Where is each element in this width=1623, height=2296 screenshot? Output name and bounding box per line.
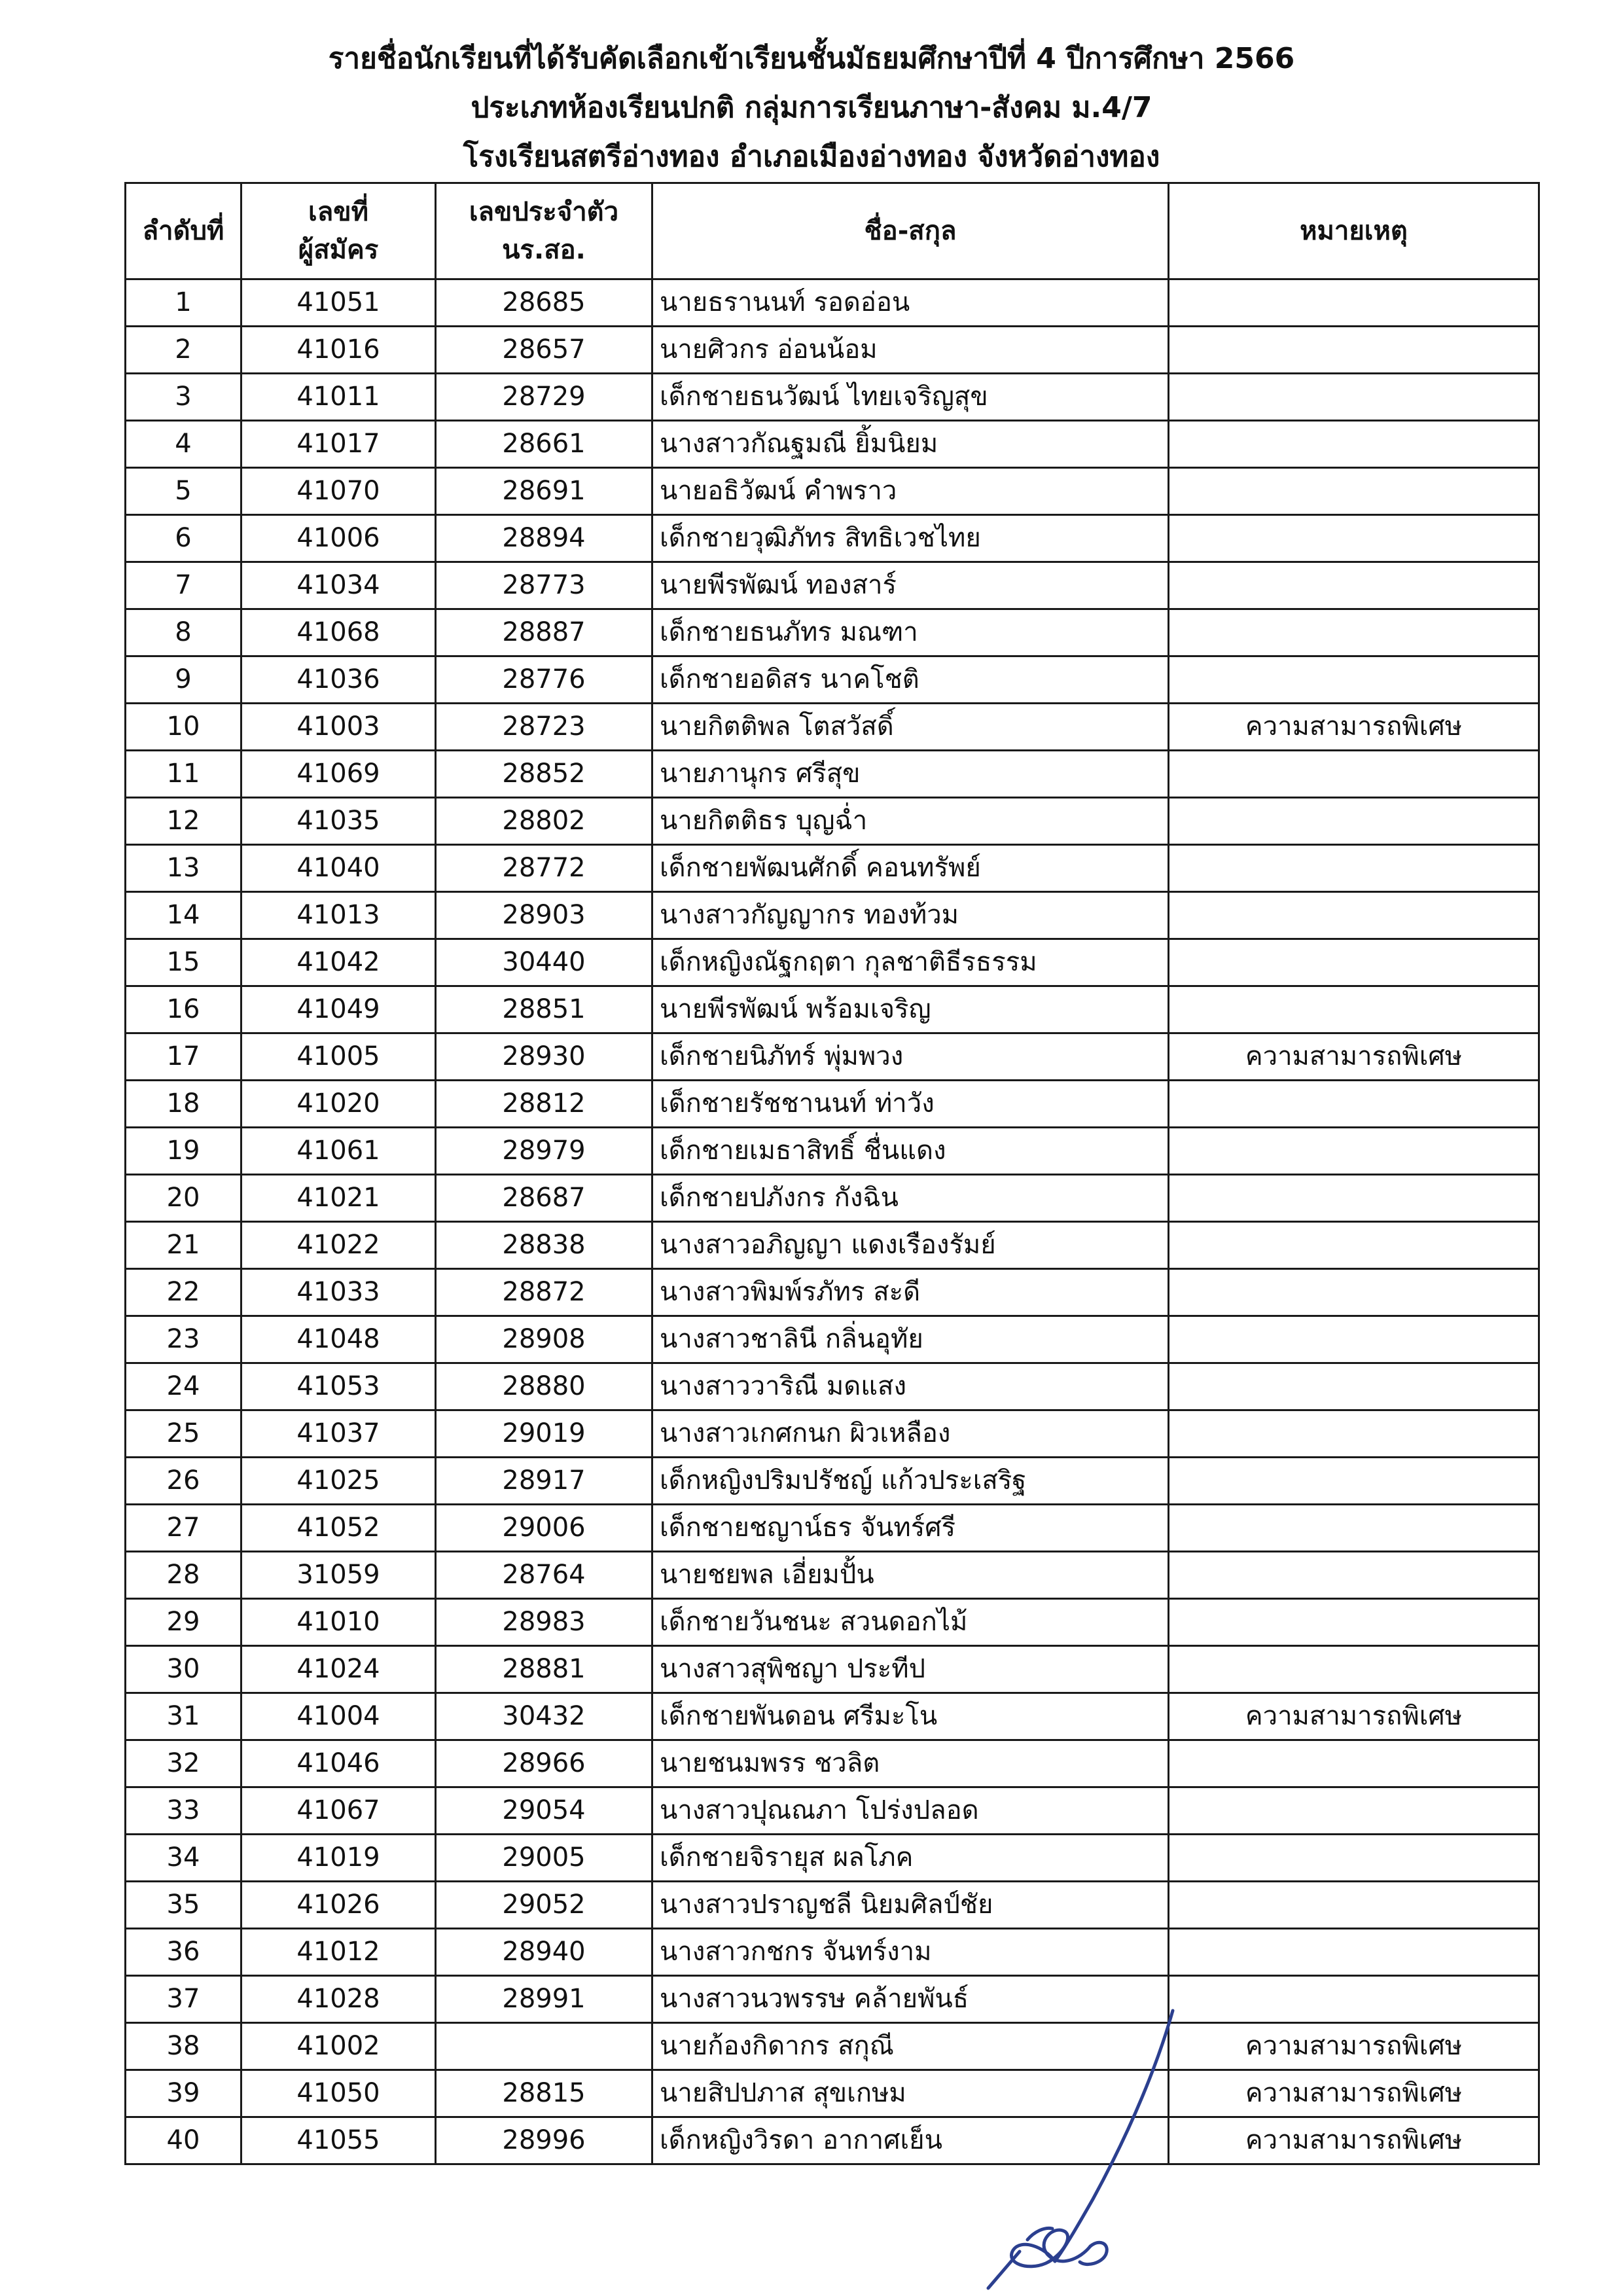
cell-applicant-number: 41019 (241, 1835, 436, 1882)
cell-no: 26 (126, 1458, 241, 1505)
cell-remark (1169, 1740, 1539, 1787)
cell-student-id: 28881 (436, 1646, 652, 1693)
cell-remark (1169, 1835, 1539, 1882)
cell-student-id: 28887 (436, 609, 652, 656)
cell-no: 21 (126, 1222, 241, 1269)
cell-applicant-number: 41017 (241, 421, 436, 468)
cell-student-name: เด็กชายธนวัฒน์ ไทยเจริญสุข (652, 374, 1169, 421)
cell-applicant-number: 41052 (241, 1505, 436, 1552)
col-header-applicant-line1: เลขที่ (308, 197, 368, 227)
cell-student-id: 28657 (436, 327, 652, 374)
cell-no: 30 (126, 1646, 241, 1693)
table-row (126, 704, 1539, 751)
cell-student-id: 28851 (436, 986, 652, 1033)
cell-applicant-number: 41034 (241, 562, 436, 609)
cell-remark (1169, 1410, 1539, 1458)
cell-no: 15 (126, 939, 241, 986)
cell-student-id: 28979 (436, 1128, 652, 1175)
cell-student-name: เด็กชายชญาน์ธร จันทร์ศรี (652, 1505, 1169, 1552)
cell-remark (1169, 1505, 1539, 1552)
cell-remark (1169, 515, 1539, 562)
table-row (126, 1599, 1539, 1646)
cell-remark (1169, 751, 1539, 798)
cell-student-id: 28812 (436, 1081, 652, 1128)
cell-no: 35 (126, 1882, 241, 1929)
cell-remark (1169, 1929, 1539, 1976)
cell-student-name: เด็กชายวุฒิภัทร สิทธิเวชไทย (652, 515, 1169, 562)
cell-student-id: 28776 (436, 656, 652, 704)
cell-student-id: 29019 (436, 1410, 652, 1458)
table-row (126, 751, 1539, 798)
cell-no: 23 (126, 1316, 241, 1363)
cell-student-name: นายก้องกิดากร สกุณี (652, 2023, 1169, 2070)
cell-remark: ความสามารถพิเศษ (1169, 2023, 1539, 2070)
cell-student-id: 29005 (436, 1835, 652, 1882)
cell-applicant-number: 41051 (241, 279, 436, 327)
cell-student-name: นางสาวปราญชลี นิยมศิลป์ชัย (652, 1882, 1169, 1929)
table-row (126, 892, 1539, 939)
cell-student-name: นายอธิวัฒน์ คำพราว (652, 468, 1169, 515)
cell-student-id: 28838 (436, 1222, 652, 1269)
table-row (126, 468, 1539, 515)
table-row (126, 1646, 1539, 1693)
cell-student-name: เด็กชายจิรายุส ผลโภค (652, 1835, 1169, 1882)
cell-applicant-number: 41006 (241, 515, 436, 562)
cell-no: 31 (126, 1693, 241, 1740)
cell-student-id: 28687 (436, 1175, 652, 1222)
cell-applicant-number: 41026 (241, 1882, 436, 1929)
table-row (126, 421, 1539, 468)
cell-no: 28 (126, 1552, 241, 1599)
cell-no: 7 (126, 562, 241, 609)
table-row (126, 1128, 1539, 1175)
cell-remark (1169, 1458, 1539, 1505)
table-row (126, 1929, 1539, 1976)
cell-student-id: 28852 (436, 751, 652, 798)
cell-no: 20 (126, 1175, 241, 1222)
cell-no: 6 (126, 515, 241, 562)
cell-student-id: 28917 (436, 1458, 652, 1505)
table-row (126, 1552, 1539, 1599)
cell-remark: ความสามารถพิเศษ (1169, 704, 1539, 751)
cell-no: 11 (126, 751, 241, 798)
cell-student-name: นายธรานนท์ รอดอ่อน (652, 279, 1169, 327)
cell-student-id: 29054 (436, 1787, 652, 1835)
cell-remark (1169, 1175, 1539, 1222)
cell-remark (1169, 1976, 1539, 2023)
table-row (126, 1175, 1539, 1222)
cell-no: 38 (126, 2023, 241, 2070)
cell-no: 17 (126, 1033, 241, 1081)
table-row (126, 1882, 1539, 1929)
cell-no: 24 (126, 1363, 241, 1410)
cell-student-name: นางสาวกัญญากร ทองท้วม (652, 892, 1169, 939)
cell-no: 5 (126, 468, 241, 515)
cell-remark (1169, 374, 1539, 421)
cell-remark (1169, 1269, 1539, 1316)
col-header-applicant-line2: ผู้สมัคร (298, 235, 379, 265)
table-row (126, 562, 1539, 609)
cell-applicant-number: 41049 (241, 986, 436, 1033)
cell-student-name: เด็กชายรัชชานนท์ ท่าวัง (652, 1081, 1169, 1128)
cell-applicant-number: 41012 (241, 1929, 436, 1976)
table-row (126, 327, 1539, 374)
cell-student-id: 28685 (436, 279, 652, 327)
table-row (126, 1081, 1539, 1128)
cell-no: 32 (126, 1740, 241, 1787)
cell-student-id: 28880 (436, 1363, 652, 1410)
cell-student-id: 28661 (436, 421, 652, 468)
cell-student-id: 28903 (436, 892, 652, 939)
cell-applicant-number: 41035 (241, 798, 436, 845)
cell-applicant-number: 41024 (241, 1646, 436, 1693)
cell-remark (1169, 609, 1539, 656)
cell-applicant-number: 41055 (241, 2117, 436, 2164)
cell-no: 33 (126, 1787, 241, 1835)
cell-no: 2 (126, 327, 241, 374)
table-row (126, 1740, 1539, 1787)
cell-no: 4 (126, 421, 241, 468)
cell-student-name: นางสาวกัณฐมณี ยิ้มนิยม (652, 421, 1169, 468)
cell-no: 9 (126, 656, 241, 704)
cell-remark (1169, 1787, 1539, 1835)
cell-remark (1169, 798, 1539, 845)
cell-no: 16 (126, 986, 241, 1033)
table-row (126, 939, 1539, 986)
table-row (126, 1787, 1539, 1835)
cell-remark (1169, 1646, 1539, 1693)
cell-applicant-number: 41022 (241, 1222, 436, 1269)
cell-student-name: เด็กชายอดิสร นาคโชติ (652, 656, 1169, 704)
col-header-student-id-line1: เลขประจำตัว (469, 197, 619, 227)
cell-student-name: เด็กชายธนภัทร มณฑา (652, 609, 1169, 656)
cell-remark (1169, 939, 1539, 986)
cell-student-name: เด็กชายเมธาสิทธิ์ ชื่นแดง (652, 1128, 1169, 1175)
cell-student-name: นายศิวกร อ่อนน้อม (652, 327, 1169, 374)
cell-student-name: นางสาวนวพรรษ คล้ายพันธ์ (652, 1976, 1169, 2023)
cell-student-id: 28966 (436, 1740, 652, 1787)
cell-applicant-number: 41020 (241, 1081, 436, 1128)
cell-no: 13 (126, 845, 241, 892)
table-body (126, 279, 1539, 2164)
cell-remark (1169, 1599, 1539, 1646)
cell-remark: ความสามารถพิเศษ (1169, 2117, 1539, 2164)
cell-student-name: นายภานุกร ศรีสุข (652, 751, 1169, 798)
cell-student-name: นางสาวพิมพ์รภัทร สะดี (652, 1269, 1169, 1316)
cell-student-name: เด็กหญิงวิรดา อากาศเย็น (652, 2117, 1169, 2164)
cell-remark (1169, 1081, 1539, 1128)
table-row (126, 1835, 1539, 1882)
table-row (126, 1033, 1539, 1081)
cell-student-id: 28930 (436, 1033, 652, 1081)
header-school: โรงเรียนสตรีอ่างทอง อำเภอเมืองอ่างทอง จังหวัดอ่างทอง (463, 140, 1160, 173)
cell-applicant-number: 41010 (241, 1599, 436, 1646)
cell-student-name: นางสาวชาลินี กลิ่นอุทัย (652, 1316, 1169, 1363)
cell-student-name: นายชยพล เอี่ยมปั้น (652, 1552, 1169, 1599)
cell-remark (1169, 1316, 1539, 1363)
cell-applicant-number: 41070 (241, 468, 436, 515)
document-header (0, 34, 1623, 181)
cell-no: 39 (126, 2070, 241, 2117)
table-row (126, 1410, 1539, 1458)
cell-applicant-number: 41016 (241, 327, 436, 374)
cell-no: 29 (126, 1599, 241, 1646)
cell-remark (1169, 421, 1539, 468)
header-title: รายชื่อนักเรียนที่ได้รับคัดเลือกเข้าเรียนชั้นมัธยมศึกษาปีที่ 4 ปีการศึกษา 2566 (328, 42, 1295, 75)
cell-no: 1 (126, 279, 241, 327)
cell-applicant-number: 41069 (241, 751, 436, 798)
cell-applicant-number: 41067 (241, 1787, 436, 1835)
cell-applicant-number: 41013 (241, 892, 436, 939)
cell-student-id: 28802 (436, 798, 652, 845)
cell-student-name: นางสาวกชกร จันทร์งาม (652, 1929, 1169, 1976)
table-row (126, 1693, 1539, 1740)
cell-applicant-number: 41028 (241, 1976, 436, 2023)
cell-remark (1169, 656, 1539, 704)
cell-student-name: นายกิตติธร บุญฉ่ำ (652, 798, 1169, 845)
cell-remark (1169, 845, 1539, 892)
table-row (126, 1316, 1539, 1363)
cell-applicant-number: 41036 (241, 656, 436, 704)
cell-applicant-number: 41033 (241, 1269, 436, 1316)
cell-student-id: 28764 (436, 1552, 652, 1599)
col-header-remark: หมายเหตุ (1169, 183, 1539, 279)
cell-student-id: 29052 (436, 1882, 652, 1929)
table-row (126, 1363, 1539, 1410)
cell-student-name: นายพีรพัฒน์ พร้อมเจริญ (652, 986, 1169, 1033)
cell-remark (1169, 279, 1539, 327)
table-row (126, 374, 1539, 421)
col-header-student-id (436, 183, 652, 279)
cell-student-id: 30432 (436, 1693, 652, 1740)
table-row (126, 1269, 1539, 1316)
cell-applicant-number: 41053 (241, 1363, 436, 1410)
cell-applicant-number: 41061 (241, 1128, 436, 1175)
cell-no: 36 (126, 1929, 241, 1976)
table-row (126, 986, 1539, 1033)
cell-applicant-number: 41046 (241, 1740, 436, 1787)
cell-student-name: เด็กหญิงณัฐกฤตา กุลชาติธีรธรรม (652, 939, 1169, 986)
cell-remark (1169, 1552, 1539, 1599)
table-row (126, 2023, 1539, 2070)
cell-applicant-number: 41002 (241, 2023, 436, 2070)
table-row (126, 1976, 1539, 2023)
cell-applicant-number: 41040 (241, 845, 436, 892)
col-header-student-id-line2: นร.สอ. (502, 235, 586, 265)
cell-student-id: 28729 (436, 374, 652, 421)
cell-no: 27 (126, 1505, 241, 1552)
cell-student-id: 28723 (436, 704, 652, 751)
cell-remark (1169, 1222, 1539, 1269)
cell-applicant-number: 41037 (241, 1410, 436, 1458)
cell-applicant-number: 41011 (241, 374, 436, 421)
cell-student-id: 28894 (436, 515, 652, 562)
cell-student-name: เด็กชายพันดอน ศรีมะโน (652, 1693, 1169, 1740)
cell-student-id: 28872 (436, 1269, 652, 1316)
student-roster-table (124, 182, 1540, 2165)
cell-applicant-number: 41003 (241, 704, 436, 751)
table-row (126, 1505, 1539, 1552)
table-row (126, 1222, 1539, 1269)
cell-student-name: เด็กชายปภังกร กังฉิน (652, 1175, 1169, 1222)
cell-remark (1169, 468, 1539, 515)
table-row (126, 656, 1539, 704)
cell-student-id: 28983 (436, 1599, 652, 1646)
cell-no: 37 (126, 1976, 241, 2023)
cell-remark: ความสามารถพิเศษ (1169, 1033, 1539, 1081)
cell-remark (1169, 327, 1539, 374)
cell-student-id: 28772 (436, 845, 652, 892)
table-header-row (126, 183, 1539, 279)
cell-no: 22 (126, 1269, 241, 1316)
table-header (126, 183, 1539, 279)
cell-student-id: 28773 (436, 562, 652, 609)
cell-applicant-number: 41050 (241, 2070, 436, 2117)
cell-applicant-number: 41048 (241, 1316, 436, 1363)
cell-applicant-number: 41068 (241, 609, 436, 656)
cell-student-name: นางสาวอภิญญา แดงเรืองรัมย์ (652, 1222, 1169, 1269)
table-row (126, 609, 1539, 656)
cell-remark (1169, 1128, 1539, 1175)
cell-student-name: นายพีรพัฒน์ ทองสาร์ (652, 562, 1169, 609)
cell-no: 12 (126, 798, 241, 845)
cell-student-id: 29006 (436, 1505, 652, 1552)
cell-remark (1169, 562, 1539, 609)
table-row (126, 2070, 1539, 2117)
table-row (126, 2117, 1539, 2164)
cell-student-id: 28691 (436, 468, 652, 515)
cell-remark (1169, 1882, 1539, 1929)
cell-no: 14 (126, 892, 241, 939)
cell-student-name: นายสิปปภาส สุขเกษม (652, 2070, 1169, 2117)
cell-no: 8 (126, 609, 241, 656)
cell-student-name: เด็กหญิงปริมปรัชญ์ แก้วประเสริฐ (652, 1458, 1169, 1505)
cell-applicant-number: 41004 (241, 1693, 436, 1740)
cell-no: 3 (126, 374, 241, 421)
cell-applicant-number: 41025 (241, 1458, 436, 1505)
cell-applicant-number: 41021 (241, 1175, 436, 1222)
cell-student-id: 30440 (436, 939, 652, 986)
cell-student-id: 28815 (436, 2070, 652, 2117)
cell-applicant-number: 31059 (241, 1552, 436, 1599)
cell-student-name: เด็กชายนิภัทร์ พุ่มพวง (652, 1033, 1169, 1081)
cell-remark: ความสามารถพิเศษ (1169, 2070, 1539, 2117)
cell-student-name: นายกิตติพล โตสวัสดิ์ (652, 704, 1169, 751)
cell-remark (1169, 1363, 1539, 1410)
cell-student-id: 28940 (436, 1929, 652, 1976)
signature-mark (982, 2003, 1191, 2291)
cell-student-id: 28908 (436, 1316, 652, 1363)
table-row (126, 515, 1539, 562)
cell-student-name: นางสาววาริณี มดแสง (652, 1363, 1169, 1410)
cell-no: 34 (126, 1835, 241, 1882)
cell-no: 40 (126, 2117, 241, 2164)
cell-student-id (436, 2023, 652, 2070)
cell-no: 18 (126, 1081, 241, 1128)
cell-remark: ความสามารถพิเศษ (1169, 1693, 1539, 1740)
col-header-applicant (241, 183, 436, 279)
cell-no: 19 (126, 1128, 241, 1175)
table-row (126, 279, 1539, 327)
cell-applicant-number: 41042 (241, 939, 436, 986)
header-subtitle: ประเภทห้องเรียนปกติ กลุ่มการเรียนภาษา-สังคม ม.4/7 (471, 91, 1152, 124)
cell-remark (1169, 892, 1539, 939)
cell-student-name: นางสาวสุพิชญา ประทีป (652, 1646, 1169, 1693)
cell-applicant-number: 41005 (241, 1033, 436, 1081)
cell-student-name: นางสาวปุณณภา โปร่งปลอด (652, 1787, 1169, 1835)
col-header-name: ชื่อ-สกุล (652, 183, 1169, 279)
table-row (126, 798, 1539, 845)
cell-student-id: 28991 (436, 1976, 652, 2023)
cell-student-name: นางสาวเกศกนก ผิวเหลือง (652, 1410, 1169, 1458)
cell-student-id: 28996 (436, 2117, 652, 2164)
cell-student-name: เด็กชายวันชนะ สวนดอกไม้ (652, 1599, 1169, 1646)
cell-remark (1169, 986, 1539, 1033)
table-row (126, 845, 1539, 892)
cell-no: 25 (126, 1410, 241, 1458)
col-header-no: ลำดับที่ (126, 183, 241, 279)
cell-no: 10 (126, 704, 241, 751)
table-row (126, 1458, 1539, 1505)
cell-student-name: นายชนมพรร ชวลิต (652, 1740, 1169, 1787)
cell-student-name: เด็กชายพัฒนศักดิ์ คอนทรัพย์ (652, 845, 1169, 892)
